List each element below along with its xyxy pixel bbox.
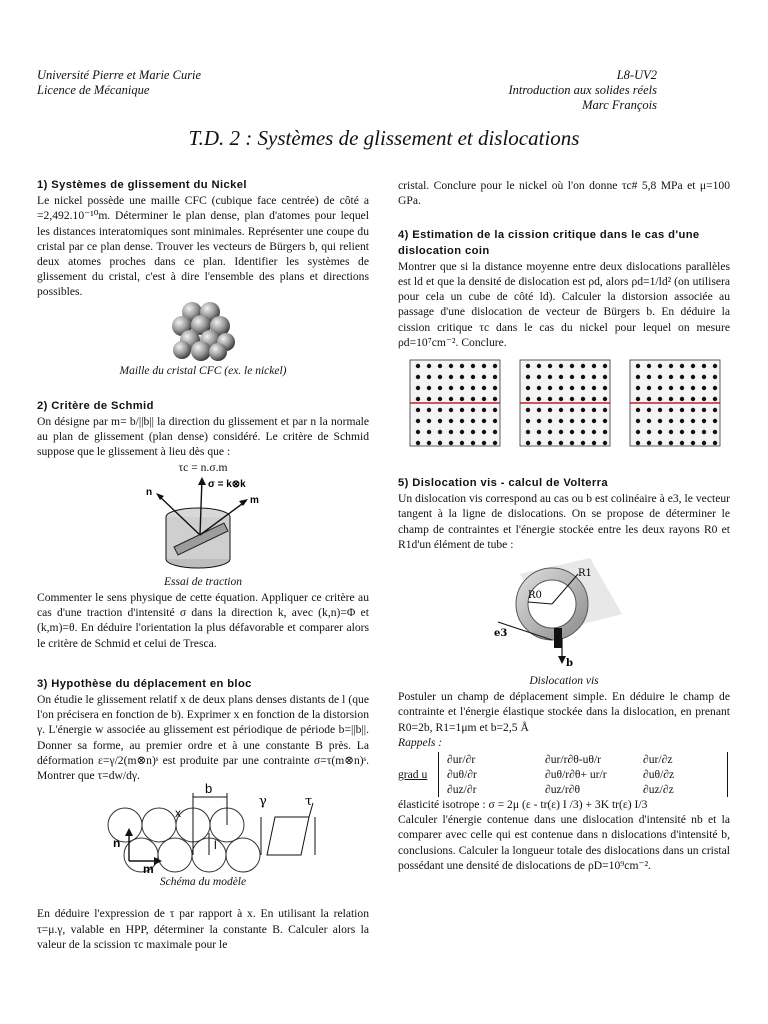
lattice-atom: [526, 386, 530, 390]
lattice-atom: [581, 386, 585, 390]
lattice-atom: [691, 441, 695, 445]
lattice-atom: [680, 441, 684, 445]
lattice-atom: [636, 441, 640, 445]
lattice-atom: [548, 430, 552, 434]
grad-u-label: grad u: [398, 767, 428, 781]
lattice-atom: [482, 430, 486, 434]
section-1-title: 1) Systèmes de glissement du Nickel: [37, 179, 247, 191]
matrix-cell: ∂uθ/∂r: [447, 768, 477, 782]
lattice-atom: [482, 364, 486, 368]
lattice-atom: [438, 408, 442, 412]
lattice-atom: [482, 441, 486, 445]
lattice-atom: [493, 408, 497, 412]
lattice-atom: [669, 419, 673, 423]
lattice-atom: [482, 397, 486, 401]
lattice-atom: [647, 364, 651, 368]
lattice-atom: [427, 364, 431, 368]
schmid-formula: τc = n.σ.m: [178, 460, 228, 474]
lattice-atom: [482, 408, 486, 412]
section-4-title: 4) Estimation de la cission critique dans le cas d'une dislocation coin: [398, 229, 700, 257]
lattice-atom: [669, 408, 673, 412]
lattice-atom: [581, 419, 585, 423]
lattice-atom: [460, 408, 464, 412]
lattice-atom: [669, 364, 673, 368]
section-3-body: On étudie le glissement relatif x de deux plans denses distants de l (que l'on précisera en fonction de b). Exprimer x en fonction de la distorsion γ. L'énergie w associée au glissement est périodique de période b=||b||. Donner sa forme, au premier ordre et à une constante B près. La déformation ε=γ/2(m⊗n)ˢ est produite par une contrainte σ=τ(m⊗n)ˢ. Montrer que τ=dw/dγ.: [37, 693, 369, 783]
lattice-atom: [460, 364, 464, 368]
e3-label: e3: [494, 628, 508, 640]
section-5-body-2: Postuler un champ de déplacement simple. En déduire le champ de contrainte et l'énergie élastique stockée dans la dislocation, en prenant R0=2b, R1=1μm et b=2,5 Å: [398, 690, 730, 734]
section-5-body-3: Calculer l'énergie contenue dans une dislocation d'intensité nb et la comparer avec celle qui est contenue dans n dislocations d'intensité b, conclusions. Calculer la longueur totale des dislocations dans un cristal possédant une densité de dislocations de ρD=10⁹cm⁻².: [398, 813, 730, 872]
lattice-atom: [636, 430, 640, 434]
lattice-atom: [581, 441, 585, 445]
course-title: Introduction aux solides réels: [508, 83, 657, 97]
lattice-atom: [449, 375, 453, 379]
lattice-atom: [471, 375, 475, 379]
lattice-atom: [658, 419, 662, 423]
lattice-atom: [537, 419, 541, 423]
lattice-atom: [460, 386, 464, 390]
lattice-atom: [460, 441, 464, 445]
lattice-atom: [427, 375, 431, 379]
lattice-atom: [416, 430, 420, 434]
lattice-atom: [581, 408, 585, 412]
screw-dislocation-figure: [494, 552, 634, 672]
gradient-matrix: [438, 752, 728, 797]
rappels-label: Rappels :: [398, 735, 443, 749]
lattice-atom: [537, 386, 541, 390]
matrix-row: [447, 782, 713, 797]
lattice-atom: [471, 419, 475, 423]
lattice-atom: [548, 375, 552, 379]
lattice-atom: [592, 375, 596, 379]
lattice-atom: [592, 419, 596, 423]
lattice-atom: [526, 375, 530, 379]
block-model-figure: [83, 783, 323, 873]
lattice-atom: [680, 364, 684, 368]
lattice-atom: [438, 430, 442, 434]
lattice-atom: [526, 364, 530, 368]
lattice-atom: [603, 375, 607, 379]
lattice-atom: [526, 397, 530, 401]
lattice-atom: [691, 408, 695, 412]
lattice-atom: [548, 408, 552, 412]
lattice-atom: [691, 397, 695, 401]
lattice-atom: [581, 364, 585, 368]
lattice-atom: [548, 441, 552, 445]
section-2-body: On désigne par m= b/||b|| la direction du glissement et par n la normale au plan de glissement (plan dense) considéré. Le critère de Schmid suppose que le glissement à lieu dès que :: [37, 415, 369, 459]
lattice-atom: [680, 430, 684, 434]
lattice-atom: [603, 441, 607, 445]
matrix-row: [447, 752, 713, 767]
model-caption: Schéma du modèle: [159, 876, 247, 889]
lattice-atom: [493, 375, 497, 379]
lattice-atom: [702, 430, 706, 434]
degree-name: Licence de Mécanique: [37, 83, 150, 97]
lattice-atom: [702, 408, 706, 412]
lattice-atom: [691, 419, 695, 423]
lattice-atom: [702, 364, 706, 368]
lattice-atom: [713, 441, 717, 445]
lattice-atom: [493, 441, 497, 445]
traction-caption: Essai de traction: [164, 575, 242, 588]
lattice-atom: [559, 397, 563, 401]
lattice-atom: [647, 386, 651, 390]
axis-n-label: n: [113, 836, 121, 851]
lattice-atom: [460, 430, 464, 434]
lattice-atom: [680, 408, 684, 412]
lattice-atom: [537, 430, 541, 434]
lattice-atom: [592, 386, 596, 390]
lattice-atom: [691, 386, 695, 390]
lattice-atom: [493, 430, 497, 434]
lattice-atom: [647, 441, 651, 445]
lattice-atom: [570, 364, 574, 368]
lattice-atom: [416, 408, 420, 412]
matrix-cell: ∂uθ/r∂θ+ ur/r: [545, 768, 607, 782]
header-right: [509, 68, 657, 113]
lattice-atom: [691, 364, 695, 368]
lattice-atom: [592, 441, 596, 445]
lattice-atom: [482, 375, 486, 379]
lattice-atom: [460, 375, 464, 379]
lattice-atom: [658, 386, 662, 390]
lattice-atom: [713, 386, 717, 390]
lattice-atom: [592, 364, 596, 368]
lattice-atom: [449, 386, 453, 390]
axis-m-label: m: [143, 862, 154, 874]
lattice-atom: [493, 397, 497, 401]
lattice-atom: [658, 408, 662, 412]
lattice-atom: [482, 419, 486, 423]
lattice-atom: [592, 430, 596, 434]
lattice-atom: [526, 441, 530, 445]
l-label: l: [214, 838, 217, 853]
fcc-caption: Maille du cristal CFC (ex. le nickel): [119, 364, 287, 377]
lattice-atom: [647, 430, 651, 434]
lattice-atom: [559, 430, 563, 434]
university-name: Université Pierre et Marie Curie: [37, 68, 202, 82]
lattice-atom: [680, 375, 684, 379]
lattice-atom: [559, 419, 563, 423]
section-5-title: 5) Dislocation vis - calcul de Volterra: [398, 477, 608, 490]
lattice-atom: [449, 408, 453, 412]
matrix-cell: ∂uθ/∂z: [643, 768, 675, 782]
matrix-cell: ∂uz/∂z: [643, 783, 674, 797]
section-5-body: Un dislocation vis correspond au cas ou b est colinéaire à e3, le vecteur tangent à la ligne de dislocations. On se propose de déterminer le champ de contraintes et l'énergie stockée entre les deux rayons R0 et R1d'un élément de tube :: [398, 492, 730, 551]
lattice-atom: [493, 386, 497, 390]
lattice-atom: [581, 397, 585, 401]
lattice-atom: [603, 386, 607, 390]
lattice-atom: [570, 375, 574, 379]
lattice-atom: [636, 408, 640, 412]
lattice-atom: [647, 408, 651, 412]
lattice-atom: [669, 386, 673, 390]
fcc-crystal-figure: [168, 300, 238, 362]
lattice-atom: [427, 397, 431, 401]
lattice-atom: [471, 386, 475, 390]
lattice-atom: [471, 364, 475, 368]
lattice-atom: [570, 441, 574, 445]
lattice-atom: [471, 430, 475, 434]
lattice-atom: [691, 375, 695, 379]
lattice-atom: [691, 430, 695, 434]
matrix-cell: ∂uz/r∂θ: [545, 783, 581, 797]
right-column: [398, 178, 730, 873]
lattice-atom: [537, 364, 541, 368]
lattice-atom: [438, 397, 442, 401]
lattice-atom: [526, 430, 530, 434]
header-left: [37, 68, 201, 98]
lattice-atom: [559, 441, 563, 445]
lattice-atom: [548, 364, 552, 368]
lattice-atom: [592, 408, 596, 412]
lattice-atom: [460, 397, 464, 401]
lattice-atom: [559, 375, 563, 379]
tau-label: τ: [305, 794, 313, 810]
lattice-atom: [603, 419, 607, 423]
lattice-atom: [559, 386, 563, 390]
lattice-atom: [713, 375, 717, 379]
lattice-atom: [416, 375, 420, 379]
traction-test-figure: [128, 475, 278, 573]
lattice-atom: [603, 397, 607, 401]
lattice-atom: [702, 375, 706, 379]
lattice-atom: [416, 419, 420, 423]
lattice-atom: [658, 375, 662, 379]
matrix-cell: ∂ur/r∂θ-uθ/r: [545, 753, 602, 767]
lattice-atom: [658, 397, 662, 401]
lattice-atom: [702, 386, 706, 390]
lattice-atom: [416, 441, 420, 445]
section-3-title: 3) Hypothèse du déplacement en bloc: [37, 677, 252, 690]
lattice-atom: [449, 430, 453, 434]
section-2-title: 2) Critère de Schmid: [37, 399, 154, 412]
lattice-atom: [680, 386, 684, 390]
lattice-atom: [416, 386, 420, 390]
lattice-atom: [537, 375, 541, 379]
lattice-atom: [438, 419, 442, 423]
lattice-atom: [438, 364, 442, 368]
lattice-atom: [713, 419, 717, 423]
lattice-atom: [636, 375, 640, 379]
lattice-atom: [416, 364, 420, 368]
lattice-atom: [713, 408, 717, 412]
matrix-row: [447, 767, 713, 782]
lattice-atom: [713, 397, 717, 401]
section-2-body-2: Commenter le sens physique de cette équation. Appliquer ce critère au cas d'une traction d'intensité σ dans la direction k, avec (k,n)=Φ et (k,m)=θ. En déduire l'orientation la plus défavorable et comparer alors le critère de Schmid et celui de Tresca.: [37, 591, 369, 650]
lattice-atom: [636, 386, 640, 390]
lattice-atom: [658, 364, 662, 368]
lattice-atom: [713, 364, 717, 368]
lattice-atom: [416, 397, 420, 401]
lattice-atom: [658, 430, 662, 434]
lattice-atom: [460, 419, 464, 423]
lattice-atom: [493, 419, 497, 423]
section-3-continuation: cristal. Conclure pour le nickel où l'on donne τc# 5,8 MPa et μ=100 GPa.: [398, 179, 730, 208]
lattice-atom: [570, 386, 574, 390]
lattice-atom: [449, 364, 453, 368]
r0-label: R0: [528, 590, 542, 602]
lattice-atom: [669, 430, 673, 434]
lattice-atom: [636, 364, 640, 368]
gamma-label: γ: [259, 794, 267, 810]
lattice-atom: [570, 397, 574, 401]
sigma-label: σ = k⊗k: [208, 478, 246, 490]
section-4-body: Montrer que si la distance moyenne entre deux dislocations parallèles est ld et que la densité de dislocation est ρd, alors ρd=1/ld² (on utilisera pour cela un cube de côté ld). Calculer la distorsion associée au passage d'une dislocation de vecteur de Bürgers b. En déduire la cission critique τc dans le cas du nickel pour lequel on mesure ρd=10⁷cm⁻². Conclure.: [398, 259, 730, 349]
lattice-atom: [438, 375, 442, 379]
lattice-atom: [548, 419, 552, 423]
lattice-atom: [471, 397, 475, 401]
course-code: L8-UV2: [616, 68, 657, 82]
screw-caption: Dislocation vis: [529, 675, 599, 688]
lattice-atom: [537, 408, 541, 412]
lattice-atom: [559, 364, 563, 368]
elasticity-formula: élasticité isotrope : σ = 2μ (ε - tr(ε) I /3) + 3K tr(ε) I/3: [398, 798, 648, 812]
gradient-matrix-block: [398, 752, 730, 797]
lattice-atom: [471, 408, 475, 412]
lattice-atom: [669, 375, 673, 379]
n-label: n: [146, 486, 153, 498]
lattice-atom: [636, 397, 640, 401]
lattice-atom: [427, 441, 431, 445]
lattice-atom: [471, 441, 475, 445]
lattice-atom: [702, 441, 706, 445]
matrix-cell: ∂ur/∂r: [447, 753, 476, 767]
lattice-atom: [713, 430, 717, 434]
lattice-atom: [493, 364, 497, 368]
m-label: m: [250, 494, 259, 506]
lattice-atom: [559, 408, 563, 412]
lattice-atom: [537, 397, 541, 401]
lattice-atom: [702, 397, 706, 401]
lattice-atom: [570, 419, 574, 423]
page-title: T.D. 2 : Systèmes de glissement et dislocations: [188, 126, 580, 150]
lattice-atom: [603, 430, 607, 434]
lattice-atom: [570, 408, 574, 412]
lattice-atom: [438, 386, 442, 390]
lattice-atom: [603, 364, 607, 368]
lattice-atom: [592, 397, 596, 401]
lattice-atom: [581, 430, 585, 434]
lattice-atom: [548, 386, 552, 390]
lattice-atom: [482, 386, 486, 390]
lattice-atom: [537, 441, 541, 445]
lattice-atom: [449, 419, 453, 423]
b-label: b: [205, 783, 213, 797]
lattice-atom: [526, 408, 530, 412]
lattice-atom: [427, 408, 431, 412]
lattice-atom: [680, 419, 684, 423]
lattice-atom: [669, 441, 673, 445]
author-name: Marc François: [582, 98, 657, 112]
lattice-atom: [438, 441, 442, 445]
lattice-atom: [680, 397, 684, 401]
lattice-atom: [427, 430, 431, 434]
lattice-atom: [427, 419, 431, 423]
b-vector-label: b: [566, 658, 573, 670]
edge-dislocation-figure: [404, 350, 724, 456]
matrix-cell: ∂ur/∂z: [643, 753, 673, 767]
lattice-atom: [669, 397, 673, 401]
section-1-body: Le nickel possède une maille CFC (cubique face centrée) de côté a =2,492.10⁻¹⁰m. Déterminer le plan dense, plan d'atomes pour lequel les distances interatomiques sont minimales. Représenter une coupe du cristal par ce plan dense. Trouver les vecteurs de Bürgers b, qui relient deux atomes proches dans ce plan. Identifier les systèmes de glissement du cristal, c'est à dire l'ensemble des plans et directions possibles.: [37, 194, 369, 299]
matrix-cell: ∂uz/∂r: [447, 783, 477, 797]
lattice-atom: [526, 419, 530, 423]
lattice-atom: [647, 419, 651, 423]
lattice-atom: [702, 419, 706, 423]
lattice-atom: [427, 386, 431, 390]
left-column: [37, 178, 369, 952]
r1-label: R1: [578, 568, 592, 580]
lattice-atom: [449, 441, 453, 445]
section-3-body-2: En déduire l'expression de τ par rapport à x. En utilisant la relation τ=μ.γ, valable en HPP, déterminer la constante B. Calculer alors la valeur de la scission τc maximale pour le: [37, 907, 369, 951]
lattice-atom: [570, 430, 574, 434]
lattice-atom: [581, 375, 585, 379]
lattice-atom: [636, 419, 640, 423]
x-label: x: [175, 806, 181, 821]
lattice-atom: [548, 397, 552, 401]
lattice-atom: [647, 375, 651, 379]
lattice-atom: [647, 397, 651, 401]
lattice-atom: [603, 408, 607, 412]
lattice-atom: [449, 397, 453, 401]
lattice-atom: [658, 441, 662, 445]
